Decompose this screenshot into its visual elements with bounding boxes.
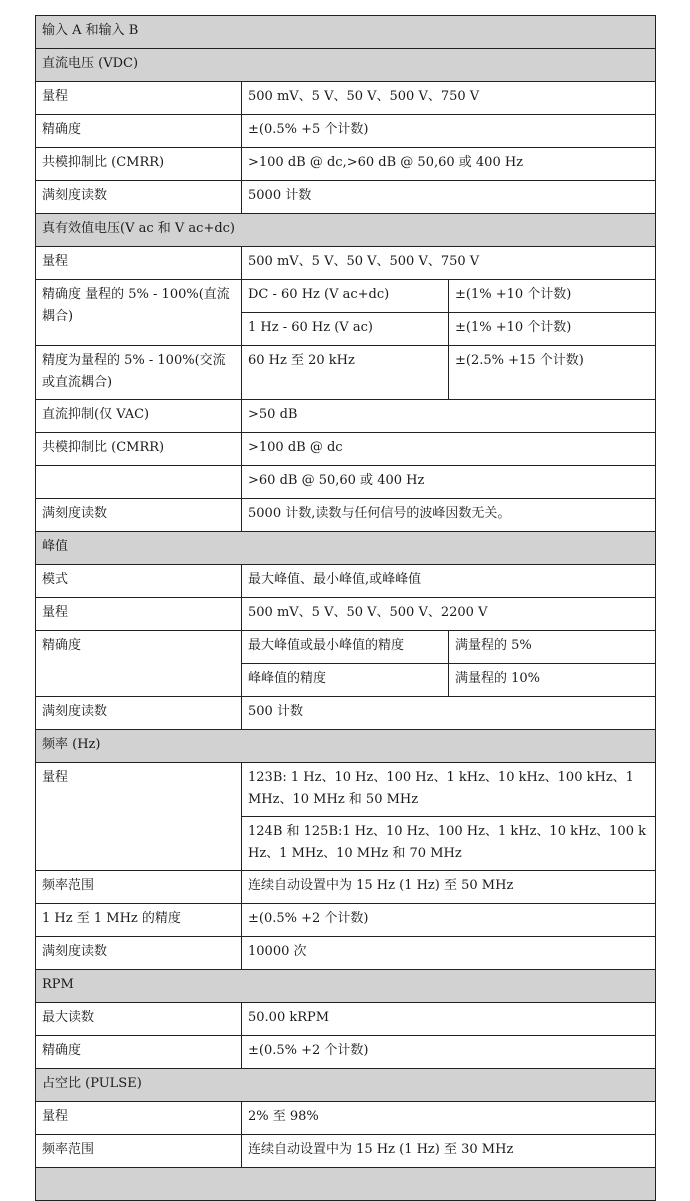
spec-label: 频率范围 bbox=[36, 871, 242, 904]
table-row bbox=[36, 346, 656, 400]
spec-table bbox=[35, 15, 656, 1201]
spec-value: >100 dB @ dc,>60 dB @ 50,60 或 400 Hz bbox=[242, 148, 656, 181]
spec-value: 50.00 kRPM bbox=[242, 1003, 656, 1036]
spec-condition: 60 Hz 至 20 kHz bbox=[242, 346, 449, 400]
spec-condition: 峰峰值的精度 bbox=[242, 664, 449, 697]
spec-value: 500 mV、5 V、50 V、500 V、750 V bbox=[242, 247, 656, 280]
spec-label: 共模抑制比 (CMRR) bbox=[36, 148, 242, 181]
spec-value: ±(0.5% +5 个计数) bbox=[242, 115, 656, 148]
table-row bbox=[36, 904, 656, 937]
spec-value: 满量程的 5% bbox=[449, 631, 656, 664]
spec-value: 500 mV、5 V、50 V、500 V、750 V bbox=[242, 82, 656, 115]
spec-label: 满刻度读数 bbox=[36, 181, 242, 214]
table-row bbox=[36, 115, 656, 148]
spec-label: 共模抑制比 (CMRR) bbox=[36, 433, 242, 466]
table-row bbox=[36, 697, 656, 730]
spec-label: 量程 bbox=[36, 247, 242, 280]
section-title: 直流电压 (VDC) bbox=[36, 49, 656, 82]
spec-value: >100 dB @ dc bbox=[242, 433, 656, 466]
table-row bbox=[36, 937, 656, 970]
section-header-row bbox=[36, 730, 656, 763]
spec-value: 连续自动设置中为 15 Hz (1 Hz) 至 30 MHz bbox=[242, 1135, 656, 1168]
spec-value: 10000 次 bbox=[242, 937, 656, 970]
table-row bbox=[36, 763, 656, 817]
table-row bbox=[36, 631, 656, 664]
spec-condition: DC - 60 Hz (V ac+dc) bbox=[242, 280, 449, 313]
spec-label: 精度为量程的 5% - 100%(交流或直流耦合) bbox=[36, 346, 242, 400]
table-row bbox=[36, 1036, 656, 1069]
spec-label: 量程 bbox=[36, 1102, 242, 1135]
table-row bbox=[36, 148, 656, 181]
table-row bbox=[36, 1003, 656, 1036]
section-header-row bbox=[36, 970, 656, 1003]
section-header-row bbox=[36, 16, 656, 49]
spec-label: 精确度 量程的 5% - 100%(直流耦合) bbox=[36, 280, 242, 346]
spec-condition: 最大峰值或最小峰值的精度 bbox=[242, 631, 449, 664]
section-header-row bbox=[36, 532, 656, 565]
section-title: RPM bbox=[36, 970, 656, 1003]
spec-label: 最大读数 bbox=[36, 1003, 242, 1036]
section-header-row bbox=[36, 49, 656, 82]
table-row bbox=[36, 247, 656, 280]
section-header-row bbox=[36, 1168, 656, 1201]
section-title: 输入 A 和输入 B bbox=[36, 16, 656, 49]
table-row bbox=[36, 466, 656, 499]
spec-label: 满刻度读数 bbox=[36, 499, 242, 532]
spec-label: 量程 bbox=[36, 598, 242, 631]
table-row bbox=[36, 1102, 656, 1135]
section-header-row bbox=[36, 214, 656, 247]
section-title: 频率 (Hz) bbox=[36, 730, 656, 763]
spec-label: 精确度 bbox=[36, 115, 242, 148]
section-header-row bbox=[36, 1069, 656, 1102]
spec-value: ±(1% +10 个计数) bbox=[449, 280, 656, 313]
spec-value: 最大峰值、最小峰值,或峰峰值 bbox=[242, 565, 656, 598]
table-row bbox=[36, 400, 656, 433]
table-row bbox=[36, 82, 656, 115]
spec-condition: 1 Hz - 60 Hz (V ac) bbox=[242, 313, 449, 346]
spec-label-empty bbox=[36, 466, 242, 499]
spec-value: 5000 计数,读数与任何信号的波峰因数无关。 bbox=[242, 499, 656, 532]
spec-label: 量程 bbox=[36, 763, 242, 871]
table-row bbox=[36, 280, 656, 313]
table-row bbox=[36, 565, 656, 598]
spec-value: 满量程的 10% bbox=[449, 664, 656, 697]
spec-value: 500 计数 bbox=[242, 697, 656, 730]
spec-value: >60 dB @ 50,60 或 400 Hz bbox=[242, 466, 656, 499]
spec-label: 精确度 bbox=[36, 1036, 242, 1069]
section-title-empty bbox=[36, 1168, 656, 1201]
spec-label: 精确度 bbox=[36, 631, 242, 697]
table-row bbox=[36, 181, 656, 214]
spec-value: 2% 至 98% bbox=[242, 1102, 656, 1135]
spec-value: 5000 计数 bbox=[242, 181, 656, 214]
table-row bbox=[36, 499, 656, 532]
section-title: 真有效值电压(V ac 和 V ac+dc) bbox=[36, 214, 656, 247]
spec-label: 满刻度读数 bbox=[36, 697, 242, 730]
spec-value: >50 dB bbox=[242, 400, 656, 433]
spec-value: 500 mV、5 V、50 V、500 V、2200 V bbox=[242, 598, 656, 631]
spec-value: ±(2.5% +15 个计数) bbox=[449, 346, 656, 400]
spec-label: 量程 bbox=[36, 82, 242, 115]
section-title: 峰值 bbox=[36, 532, 656, 565]
spec-label: 满刻度读数 bbox=[36, 937, 242, 970]
spec-value: 124B 和 125B:1 Hz、10 Hz、100 Hz、1 kHz、10 kHz、100 kHz、1 MHz、10 MHz 和 70 MHz bbox=[242, 817, 656, 871]
spec-label: 直流抑制(仅 VAC) bbox=[36, 400, 242, 433]
section-title: 占空比 (PULSE) bbox=[36, 1069, 656, 1102]
spec-label: 1 Hz 至 1 MHz 的精度 bbox=[36, 904, 242, 937]
table-row bbox=[36, 1135, 656, 1168]
table-row bbox=[36, 871, 656, 904]
table-row bbox=[36, 433, 656, 466]
spec-value: ±(0.5% +2 个计数) bbox=[242, 904, 656, 937]
spec-value: ±(1% +10 个计数) bbox=[449, 313, 656, 346]
table-row bbox=[36, 598, 656, 631]
spec-value: ±(0.5% +2 个计数) bbox=[242, 1036, 656, 1069]
spec-value: 连续自动设置中为 15 Hz (1 Hz) 至 50 MHz bbox=[242, 871, 656, 904]
spec-value: 123B: 1 Hz、10 Hz、100 Hz、1 kHz、10 kHz、100 kHz、1 MHz、10 MHz 和 50 MHz bbox=[242, 763, 656, 817]
spec-label: 模式 bbox=[36, 565, 242, 598]
spec-label: 频率范围 bbox=[36, 1135, 242, 1168]
